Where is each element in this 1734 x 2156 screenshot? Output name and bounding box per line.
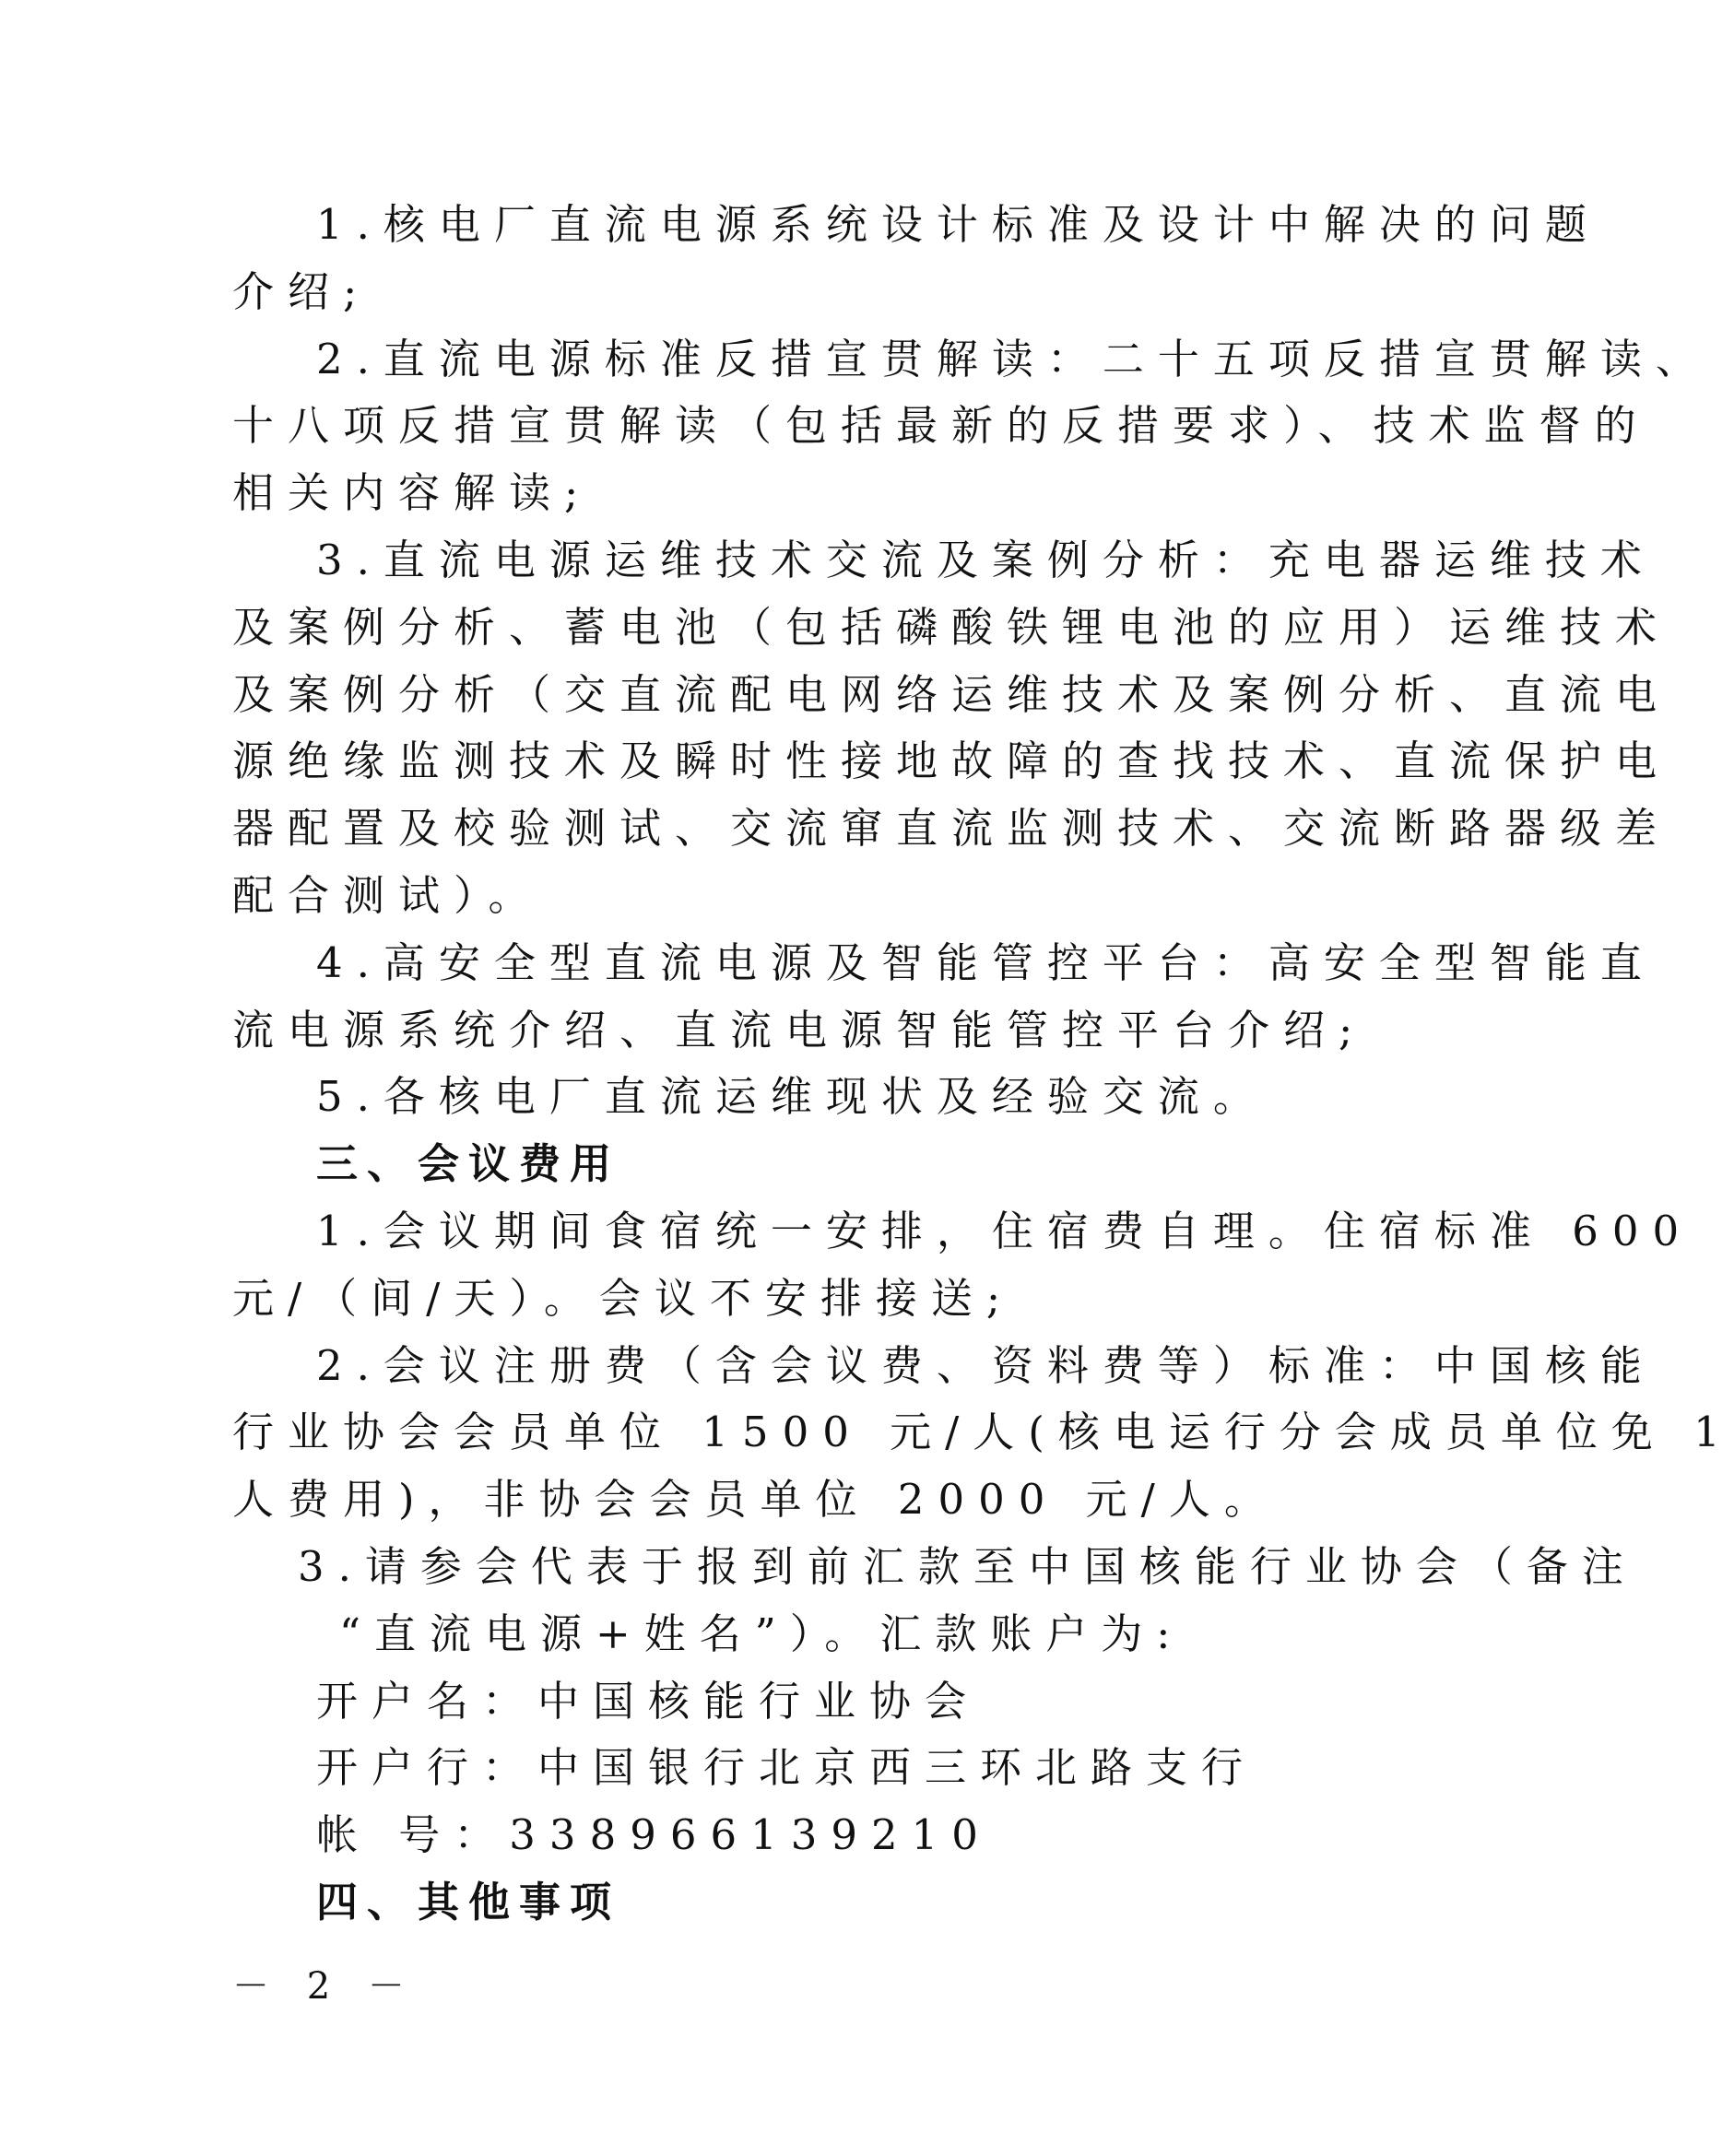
text-line: 元/（间/天）。会议不安排接送; (232, 1273, 1014, 1323)
text-line: 2.会议注册费（含会议费、资料费等）标准：中国核能 (316, 1340, 1656, 1390)
text-line: 开户行：中国银行北京西三环北路支行 (316, 1743, 1257, 1793)
text-line: 器配置及校验测试、交流窜直流监测技术、交流断路器级差 (232, 804, 1671, 854)
text-line: 配合测试）。 (232, 871, 544, 920)
text-line: 及案例分析（交直流配电网络运维技术及案例分析、直流电 (232, 669, 1671, 719)
text-line: 开户名：中国核能行业协会 (316, 1676, 981, 1726)
text-line: 2.直流电源标准反措宣贯解读：二十五项反措宣贯解读、 (316, 334, 1711, 383)
text-line: 4.高安全型直流电源及智能管控平台：高安全型智能直 (316, 937, 1656, 987)
text-line: 行业协会会员单位 1500 元/人(核电运行分会成员单位免 1 (232, 1408, 1734, 1457)
text-line: 流电源系统介绍、直流电源智能管控平台介绍; (232, 1005, 1367, 1054)
text-line: 3.直流电源运维技术交流及案例分析：充电器运维技术 (316, 536, 1656, 584)
text-line: 1.会议期间食宿统一安排，住宿费自理。住宿标准 600 (316, 1207, 1693, 1255)
section-heading: 三、会议费用 (316, 1139, 621, 1189)
text-line: 源绝缘监测技术及瞬时性接地故障的查找技术、直流保护电 (232, 736, 1671, 786)
text-line: “直流电源+姓名”）。汇款账户为: (339, 1608, 1185, 1658)
text-line: 3.请参会代表于报到前汇款至中国核能行业协会（备注 (298, 1542, 1637, 1591)
text-line: 及案例分析、蓄电池（包括磷酸铁锂电池的应用）运维技术 (232, 602, 1671, 652)
page-number: － 2 － (232, 1965, 418, 2008)
text-line: 介绍; (232, 266, 372, 316)
text-line: 5.各核电厂直流运维现状及经验交流。 (316, 1072, 1268, 1122)
text-line: 帐 号：338966139210 (316, 1810, 992, 1860)
text-line: 1.核电厂直流电源系统设计标准及设计中解决的问题 (316, 200, 1600, 249)
text-line: 相关内容解读; (232, 468, 593, 518)
section-heading: 四、其他事项 (316, 1878, 621, 1926)
text-line: 十八项反措宣贯解读（包括最新的反措要求）、技术监督的 (232, 401, 1650, 451)
text-line: 人费用)，非协会会员单位 2000 元/人。 (232, 1475, 1280, 1525)
